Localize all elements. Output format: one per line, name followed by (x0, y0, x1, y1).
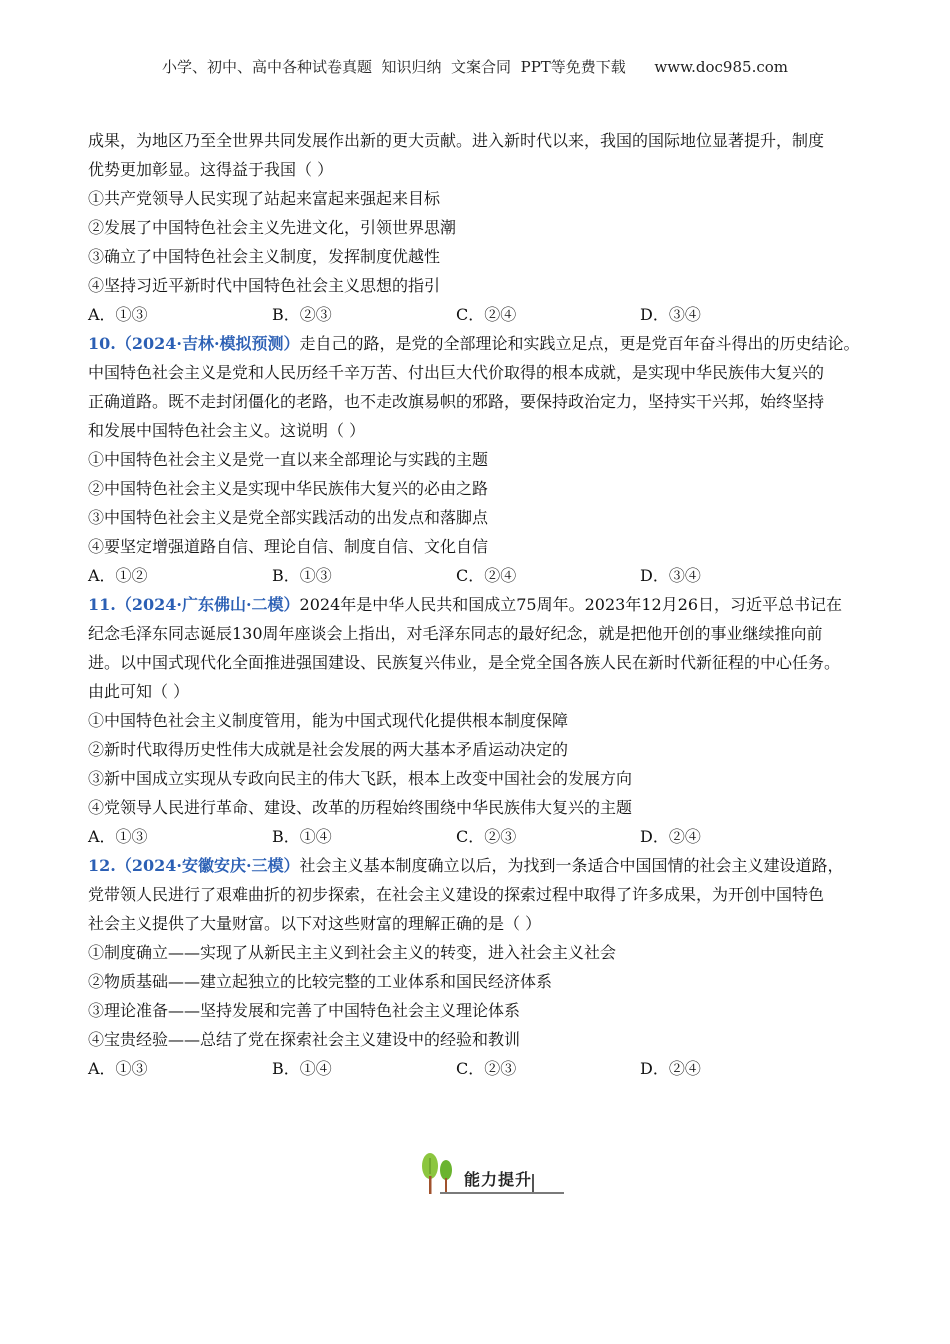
question-10-item-3: ③中国特色社会主义是党全部实践活动的出发点和落脚点 (88, 508, 489, 527)
option-b: B．①④ (272, 1059, 332, 1078)
question-9-options (88, 300, 878, 329)
question-10-options (88, 561, 878, 590)
question-10 (88, 329, 878, 590)
question-11-options (88, 822, 878, 851)
question-number: 10. (88, 334, 116, 353)
question-11 (88, 590, 878, 851)
question-10-item-4: ④要坚定增强道路自信、理论自信、制度自信、文化自信 (88, 537, 489, 556)
question-number: 12. (88, 856, 116, 875)
question-12 (88, 851, 878, 1083)
question-source: （2024·安徽安庆·三模） (115, 856, 300, 875)
question-12-options (88, 1054, 878, 1083)
question-stem-start: 2024年是中华人民共和国成立75周年。2023年12月26日，习近平总书记在 (299, 595, 843, 614)
option-b: B．①④ (272, 827, 332, 846)
option-a: A．①③ (88, 1059, 148, 1078)
option-a: A．①③ (88, 827, 148, 846)
question-9-item-3: ③确立了中国特色社会主义制度，发挥制度优越性 (88, 247, 441, 266)
question-11-item-3: ③新中国成立实现从专政向民主的伟大飞跃，根本上改变中国社会的发展方向 (88, 769, 633, 788)
question-11-item-4: ④党领导人民进行革命、建设、改革的历程始终围绕中华民族伟大复兴的主题 (88, 798, 633, 817)
question-12-stem-line-3: 社会主义提供了大量财富。以下对这些财富的理解正确的是（ ） (88, 914, 542, 933)
ability-heading-group (418, 1148, 532, 1198)
question-12-stem-line-2: 党带领人民进行了艰难曲折的初步探索，在社会主义建设的探索过程中取得了许多成果，为开创中国特色 (88, 885, 825, 904)
option-c: C．②③ (456, 827, 517, 846)
question-source: （2024·吉林·模拟预测） (115, 334, 300, 353)
question-11-stem-line-3: 进。以中国式现代化全面推进强国建设、民族复兴伟业，是全党全国各族人民在新时代新征程的中心任务。 (88, 653, 841, 672)
heading-underline (440, 1192, 564, 1194)
option-c: C．②④ (456, 305, 517, 324)
question-source: （2024·广东佛山·二模） (115, 595, 300, 614)
question-10-item-1: ①中国特色社会主义是党一直以来全部理论与实践的主题 (88, 450, 489, 469)
question-10-item-2: ②中国特色社会主义是实现中华民族伟大复兴的必由之路 (88, 479, 489, 498)
option-c: C．②③ (456, 1059, 517, 1078)
heading-end-bar (532, 1174, 534, 1192)
tree-icon (418, 1148, 458, 1198)
question-12-item-4: ④宝贵经验——总结了党在探索社会主义建设中的经验和教训 (88, 1030, 521, 1049)
question-12-item-3: ③理论准备——坚持发展和完善了中国特色社会主义理论体系 (88, 1001, 521, 1020)
question-12-first-line (88, 851, 878, 880)
question-10-stem-line-4: 和发展中国特色社会主义。这说明（ ） (88, 421, 366, 440)
question-stem-start: 走自己的路，是党的全部理论和实践立足点，更是党百年奋斗得出的历史结论。 (299, 334, 860, 353)
question-12-item-1: ①制度确立——实现了从新民主主义到社会主义的转变，进入社会主义社会 (88, 943, 617, 962)
option-d: D．③④ (640, 566, 701, 585)
question-10-stem-line-3: 正确道路。既不走封闭僵化的老路，也不走改旗易帜的邪路，要保持政治定力，坚持实干兴邦，始终坚持 (88, 392, 825, 411)
question-stem-start: 社会主义基本制度确立以后，为找到一条适合中国国情的社会主义建设道路， (299, 856, 844, 875)
question-9-stem-line-1: 成果，为地区乃至全世界共同发展作出新的更大贡献。进入新时代以来，我国的国际地位显著提升，制度 (88, 131, 825, 150)
ability-section-heading (0, 1148, 950, 1198)
question-11-item-2: ②新时代取得历史性伟大成就是社会发展的两大基本矛盾运动决定的 (88, 740, 569, 759)
option-d: D．②④ (640, 1059, 701, 1078)
option-a: A．①③ (88, 305, 148, 324)
question-10-stem-line-2: 中国特色社会主义是党和人民历经千辛万苦、付出巨大代价取得的根本成就，是实现中华民族伟大复兴的 (88, 363, 825, 382)
page-header: 小学、初中、高中各种试卷真题 知识归纳 文案合同 PPT等免费下载 www.doc985.com (161, 58, 788, 76)
option-a: A．①② (88, 566, 148, 585)
question-11-stem-line-4: 由此可知（ ） (88, 682, 190, 701)
question-content (88, 126, 878, 1083)
option-d: D．②④ (640, 827, 701, 846)
question-10-first-line (88, 329, 878, 358)
question-9-item-1: ①共产党领导人民实现了站起来富起来强起来目标 (88, 189, 441, 208)
question-9-stem-line-2: 优势更加彰显。这得益于我国（ ） (88, 160, 334, 179)
question-12-item-2: ②物质基础——建立起独立的比较完整的工业体系和国民经济体系 (88, 972, 553, 991)
option-d: D．③④ (640, 305, 701, 324)
option-b: B．①③ (272, 566, 332, 585)
question-9-item-4: ④坚持习近平新时代中国特色社会主义思想的指引 (88, 276, 441, 295)
question-9 (88, 126, 878, 329)
question-9-item-2: ②发展了中国特色社会主义先进文化，引领世界思潮 (88, 218, 457, 237)
option-b: B．②③ (272, 305, 332, 324)
option-c: C．②④ (456, 566, 517, 585)
question-number: 11. (88, 595, 116, 614)
question-11-first-line (88, 590, 878, 619)
ability-heading-label: 能力提升 (463, 1170, 532, 1189)
question-11-item-1: ①中国特色社会主义制度管用，能为中国式现代化提供根本制度保障 (88, 711, 569, 730)
question-11-stem-line-2: 纪念毛泽东同志诞辰130周年座谈会上指出，对毛泽东同志的最好纪念，就是把他开创的事业继续推向前 (88, 624, 823, 643)
